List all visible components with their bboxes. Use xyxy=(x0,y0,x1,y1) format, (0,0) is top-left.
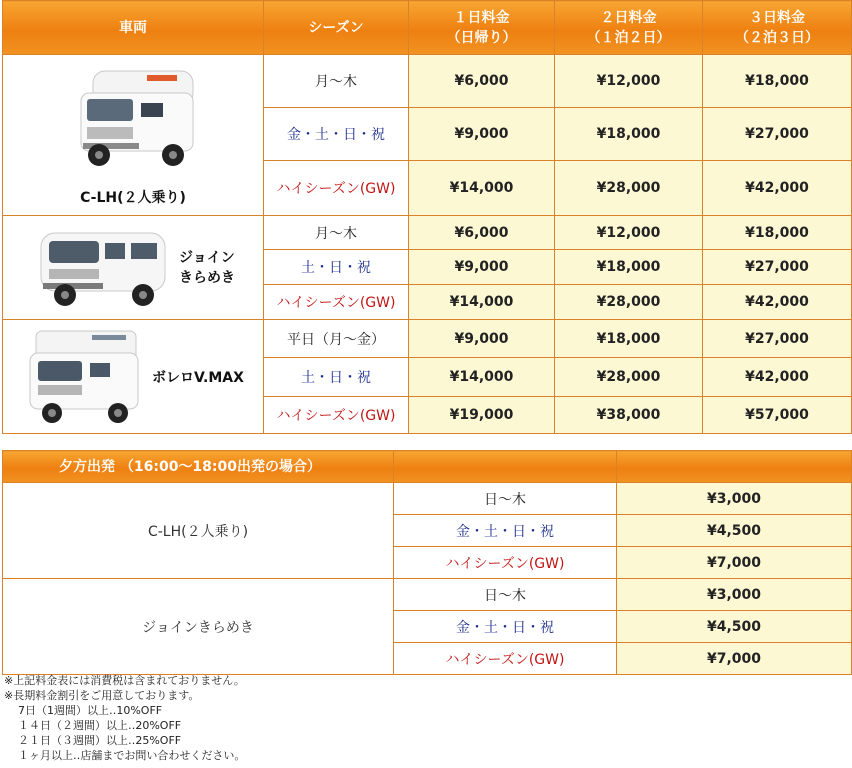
season-cell: 日〜木 xyxy=(394,483,617,515)
price-day1: ¥9,000 xyxy=(409,250,555,285)
camper-bolero-image xyxy=(22,327,142,427)
season-cell: ハイシーズン(GW) xyxy=(394,547,617,579)
price-day2: ¥12,000 xyxy=(555,55,703,108)
price-day2: ¥38,000 xyxy=(555,397,703,434)
price-day3: ¥42,000 xyxy=(703,358,852,397)
price-day1: ¥14,000 xyxy=(409,285,555,320)
price-day2: ¥28,000 xyxy=(555,358,703,397)
note-discount-21days: ２１日（３週間）以上‥25%OFF xyxy=(18,734,182,747)
evening-price: ¥7,000 xyxy=(617,643,852,675)
season-cell: 金・土・日・祝 xyxy=(394,515,617,547)
vehicle-cell-bolero xyxy=(3,320,264,434)
price-day3: ¥57,000 xyxy=(703,397,852,434)
table-row xyxy=(3,320,852,358)
season-cell: 月〜木 xyxy=(264,55,409,108)
season-cell: ハイシーズン(GW) xyxy=(264,285,409,320)
price-day1: ¥6,000 xyxy=(409,55,555,108)
price-day1: ¥19,000 xyxy=(409,397,555,434)
price-day3: ¥42,000 xyxy=(703,285,852,320)
evening-price: ¥4,500 xyxy=(617,611,852,643)
evening-header-blank xyxy=(617,451,852,483)
evening-price: ¥3,000 xyxy=(617,579,852,611)
vehicle-cell-join xyxy=(3,216,264,320)
vehicle-name-bolero: ボレロV.MAX xyxy=(152,369,244,386)
price-day2: ¥18,000 xyxy=(555,250,703,285)
note-long-term: ※長期料金割引をご用意しております。 xyxy=(4,689,200,702)
price-day2: ¥18,000 xyxy=(555,108,703,161)
price-day1: ¥9,000 xyxy=(409,108,555,161)
evening-price-table xyxy=(2,450,852,675)
header-day3: ３日料金 （２泊３日） xyxy=(703,1,852,55)
vehicle-cell-clh xyxy=(3,55,264,216)
season-cell: 平日（月〜金） xyxy=(264,320,409,358)
price-day3: ¥27,000 xyxy=(703,108,852,161)
price-day1: ¥9,000 xyxy=(409,320,555,358)
evening-price: ¥7,000 xyxy=(617,547,852,579)
evening-header: 夕方出発 （16:00〜18:00出発の場合） xyxy=(3,451,394,483)
evening-vehicle-join: ジョインきらめき xyxy=(3,579,394,675)
table-row xyxy=(3,55,852,108)
season-cell: ハイシーズン(GW) xyxy=(264,397,409,434)
evening-vehicle-clh: C-LH(２人乗り) xyxy=(3,483,394,579)
note-discount-1month: １ヶ月以上‥店舗までお問い合わせください。 xyxy=(18,749,246,762)
price-day3: ¥18,000 xyxy=(703,55,852,108)
price-day3: ¥42,000 xyxy=(703,161,852,216)
van-join-image xyxy=(31,225,171,311)
header-vehicle: 車両 xyxy=(3,1,264,55)
table-row xyxy=(3,216,852,250)
pricing-notes xyxy=(4,673,245,763)
season-cell: ハイシーズン(GW) xyxy=(264,161,409,216)
header-day2: ２日料金 （１泊２日） xyxy=(555,1,703,55)
price-day2: ¥18,000 xyxy=(555,320,703,358)
season-cell: 金・土・日・祝 xyxy=(394,611,617,643)
price-day2: ¥28,000 xyxy=(555,285,703,320)
price-day1: ¥14,000 xyxy=(409,358,555,397)
evening-price: ¥3,000 xyxy=(617,483,852,515)
price-day3: ¥18,000 xyxy=(703,216,852,250)
season-cell: 土・日・祝 xyxy=(264,358,409,397)
season-cell: 土・日・祝 xyxy=(264,250,409,285)
note-discount-14days: １４日（２週間）以上‥20%OFF xyxy=(18,719,182,732)
note-discount-7days: 7日（1週間）以上‥10%OFF xyxy=(18,704,163,717)
vehicle-name-clh: C-LH(２人乗り) xyxy=(80,190,186,206)
header-season: シーズン xyxy=(264,1,409,55)
evening-header-blank xyxy=(394,451,617,483)
header-day1: １日料金 （日帰り） xyxy=(409,1,555,55)
price-table xyxy=(2,0,852,434)
price-day2: ¥12,000 xyxy=(555,216,703,250)
evening-price: ¥4,500 xyxy=(617,515,852,547)
season-cell: 月〜木 xyxy=(264,216,409,250)
price-day1: ¥6,000 xyxy=(409,216,555,250)
price-day2: ¥28,000 xyxy=(555,161,703,216)
season-cell: 日〜木 xyxy=(394,579,617,611)
note-tax: ※上記料金表には消費税は含まれておりません。 xyxy=(4,674,245,687)
table-row xyxy=(3,579,852,611)
season-cell: ハイシーズン(GW) xyxy=(394,643,617,675)
price-day3: ¥27,000 xyxy=(703,320,852,358)
price-day3: ¥27,000 xyxy=(703,250,852,285)
season-cell: 金・土・日・祝 xyxy=(264,108,409,161)
table-row xyxy=(3,483,852,515)
camper-clh-image xyxy=(63,63,203,173)
price-day1: ¥14,000 xyxy=(409,161,555,216)
vehicle-name-join: ジョイン きらめき xyxy=(179,249,235,286)
